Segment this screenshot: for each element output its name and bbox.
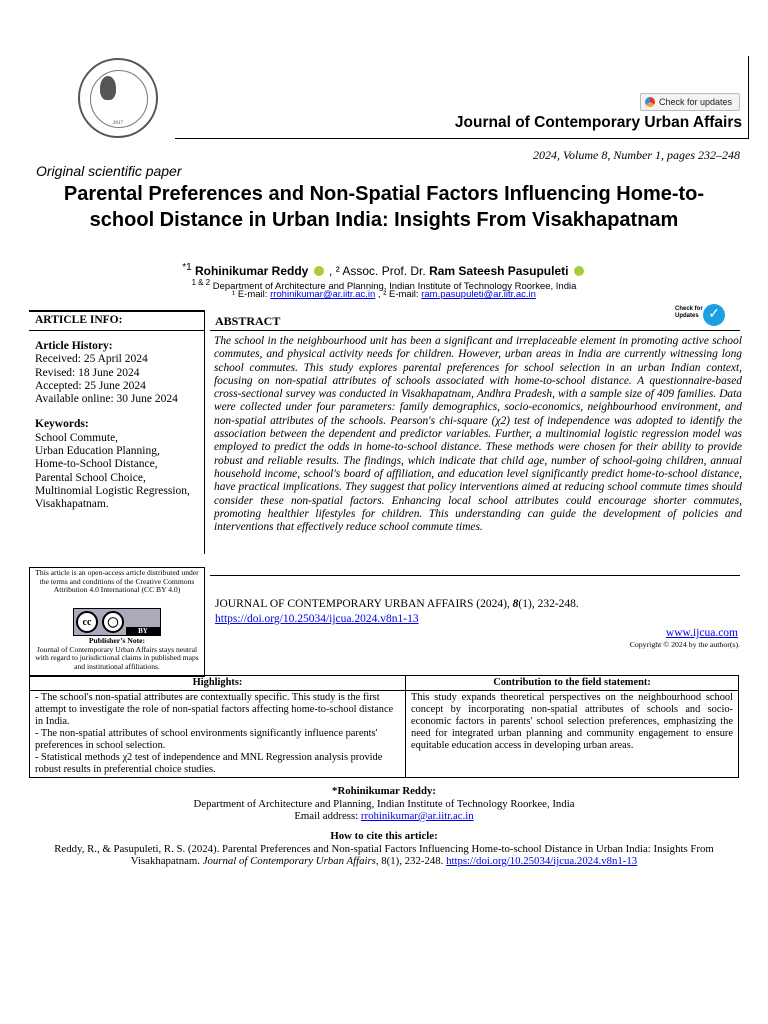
abstract-bottom-rule <box>210 575 740 576</box>
email1-prefix: ¹ E-mail: <box>232 289 268 300</box>
keyword: Urban Education Planning, <box>35 445 160 458</box>
corresponding-email-link[interactable]: rrohinikumar@ar.iitr.ac.in <box>360 810 474 822</box>
article-title: Parental Preferences and Non-Spatial Factors Influencing Home-to-school Distance in Urban India: Insights From Visakhapatnam <box>63 183 705 231</box>
issue-line: 2024, Volume 8, Number 1, pages 232–248 <box>533 148 740 162</box>
check-updates-badge[interactable] <box>675 304 727 328</box>
cc-icon: cc <box>76 611 98 633</box>
contribution-text: This study expands theoretical perspectives on the neighbourhood school concept by incorporating non-spatial attributes of schools and socio-economic factors in parents' school selection preferences, emphasizing the need for integrated urban planning and community engagement to ensure equitable education access in developing urban areas. <box>406 691 739 778</box>
bird-icon <box>100 76 116 100</box>
check-updates-text: Check for Updates <box>675 306 703 319</box>
journal-citation <box>215 598 735 610</box>
doi-link[interactable]: https://doi.org/10.25034/ijcua.2024.v8n1-13 <box>215 613 419 625</box>
paper-type: Original scientific paper <box>36 163 182 179</box>
corresponding-author: *Rohinikumar Reddy: <box>332 785 436 797</box>
journal-name: Journal of Contemporary Urban Affairs <box>454 114 742 131</box>
article-info-heading: ARTICLE INFO: <box>35 314 123 326</box>
how-to-cite-heading: How to cite this article: <box>330 830 438 842</box>
keywords-heading: Keywords: <box>35 418 89 431</box>
checkmark-icon: ✓ <box>703 304 725 326</box>
logo-year: 2017 <box>113 121 123 126</box>
author2-name[interactable]: Ram Sateesh Pasupuleti <box>429 264 569 278</box>
highlights-body-row <box>30 691 739 778</box>
revised-date: Revised: 18 June 2024 <box>35 366 140 379</box>
highlight-item: - The non-spatial attributes of school environments significantly influence parents' preferences in school selection. <box>35 728 378 751</box>
attribution-icon: ◯ <box>102 611 124 633</box>
email2-link[interactable]: ram.pasupuleti@ar.iitr.ac.in <box>421 289 536 300</box>
received-date: Received: 25 April 2024 <box>35 353 148 366</box>
how-to-cite-text: Reddy, R., & Pasupuleti, R. S. (2024). Parental Preferences and Non-spatial Factors Influencing Home-to-school Distance in Urban India: Insights From Visakhapatnam. <box>54 842 714 867</box>
keyword: Home-to-School Distance, <box>35 458 158 471</box>
email2-prefix: , ² E-mail: <box>377 289 419 300</box>
orcid-icon[interactable] <box>314 266 324 276</box>
publisher-note-text: Journal of Contemporary Urban Affairs stays neutral with regard to jurisdictional claims in published maps and institutional affiliations. <box>35 644 199 671</box>
article-info-rule <box>29 330 205 331</box>
highlights-table <box>29 675 739 778</box>
highlights-header-row <box>30 676 739 691</box>
highlights-cell <box>30 691 406 778</box>
check-for-updates-label: Check for updates <box>659 97 733 107</box>
history-heading: Article History: <box>35 340 113 352</box>
copyright: Copyright © 2024 by the author(s). <box>629 640 740 649</box>
email-line <box>40 289 728 300</box>
cc-by-badge[interactable] <box>73 608 161 636</box>
website-link[interactable]: www.ijcua.com <box>665 627 738 639</box>
how-to-cite-volume: , 8(1), 232-248. <box>375 855 444 867</box>
corresponding-department: Department of Architecture and Planning, Indian Institute of Technology Roorkee, India <box>193 797 575 810</box>
logo-inner-ring <box>90 70 148 128</box>
header-vertical-rule <box>748 56 749 138</box>
highlight-item: - Statistical methods χ2 test of independence and MNL Regression analysis provide robust results in preferential choice studies. <box>35 752 383 775</box>
email-label: Email address: <box>294 810 359 822</box>
journal-citation-post: (1), 232-248. <box>518 598 579 610</box>
journal-volume: 8 <box>512 598 519 610</box>
abstract-rule <box>210 330 740 331</box>
by-label-wrap <box>126 609 160 635</box>
affiliation: Department of Architecture and Planning, Indian Institute of Technology Roorkee, India <box>212 281 577 293</box>
license-text: This article is an open-access article distributed under the terms and conditions of the Creative Commons Attribution 4.0 International (CC BY 4.0) <box>35 568 199 595</box>
highlights-heading: Highlights: <box>30 676 406 691</box>
author1-name[interactable]: Rohinikumar Reddy <box>194 264 309 278</box>
abstract-heading: ABSTRACT <box>215 314 281 328</box>
correspondence-block <box>29 785 739 823</box>
keyword: School Commute, <box>35 431 119 444</box>
contribution-heading: Contribution to the field statement: <box>406 676 739 691</box>
how-to-cite-block <box>29 830 739 868</box>
header-rule <box>175 138 749 139</box>
keyword: Multinomial Logistic Regression, <box>35 484 190 497</box>
highlight-item: - The school's non-spatial attributes are contextually specific. This study is the first attempt to investigate the role of non-spatial factors affecting home-to-school distance in India. <box>35 692 394 727</box>
how-to-cite-journal: Journal of Contemporary Urban Affairs <box>202 855 376 867</box>
by-label: BY <box>126 627 160 635</box>
check-for-updates-button[interactable] <box>640 93 740 111</box>
publisher-note <box>32 637 202 671</box>
orcid-icon[interactable] <box>574 266 584 276</box>
publisher-note-heading: Publisher’s Note: <box>88 636 146 645</box>
accepted-date: Accepted: 25 June 2024 <box>35 379 146 392</box>
author1-marker: *1 <box>182 262 192 273</box>
author2-prefix: , ² Assoc. Prof. Dr. <box>329 264 426 278</box>
author-line <box>40 262 728 278</box>
how-to-cite-doi-link[interactable]: https://doi.org/10.25034/ijcua.2024.v8n1-13 <box>446 855 638 867</box>
crossmark-icon <box>645 97 655 107</box>
keyword: Visakhapatnam. <box>35 498 109 511</box>
abstract-text: The school in the neighbourhood unit has been a significant and irreplaceable element in promoting active school commutes, and physical activity needs for children. However, urban areas in India are currently witnessing long school commutes. This study explores parental preferences for school selection in an urban Indian context, focusing on non-spatial attributes of schools associated with home-to-school distance. A questionnaire-based cross-sectional survey was conducted in Visakhapatnam, Andhra Pradesh, with a sample size of 409 families. Data were collected under four parameters: family demographics, socio-economics, neighbourhood environment, and non-spatial attributes of the schools. Pearson's chi-square (χ2) test of independence was adopted to identify the association between the dependent and predictor variables. Further, a multinomial logistic regression model was employed to predict the odds in home-to-school distance. These methods were chosen for their ability to provide robust and reliable results. The findings, which indicate that child age, number of school-going children, annual household income, school's board of affiliation, and education level significantly predict home-to-school distance, have practical implications. They suggest that policy interventions aimed at reducing school commute times should consider these non-spatial factors. Enhancing local school attributes could encourage shorter commutes, promoting healthier lifestyles for children. This understanding can guide the development of policies and interventions that effectively reduce school commute times. <box>214 335 742 534</box>
article-info-body <box>35 340 205 512</box>
email1-link[interactable]: rrohinikumar@ar.iitr.ac.in <box>270 289 376 300</box>
journal-logo <box>78 58 158 138</box>
keyword: Parental School Choice, <box>35 471 146 484</box>
journal-citation-pre: JOURNAL OF CONTEMPORARY URBAN AFFAIRS (2024), <box>215 598 510 610</box>
available-date: Available online: 30 June 2024 <box>35 393 178 406</box>
affiliation-marker: 1 & 2 <box>191 278 211 287</box>
